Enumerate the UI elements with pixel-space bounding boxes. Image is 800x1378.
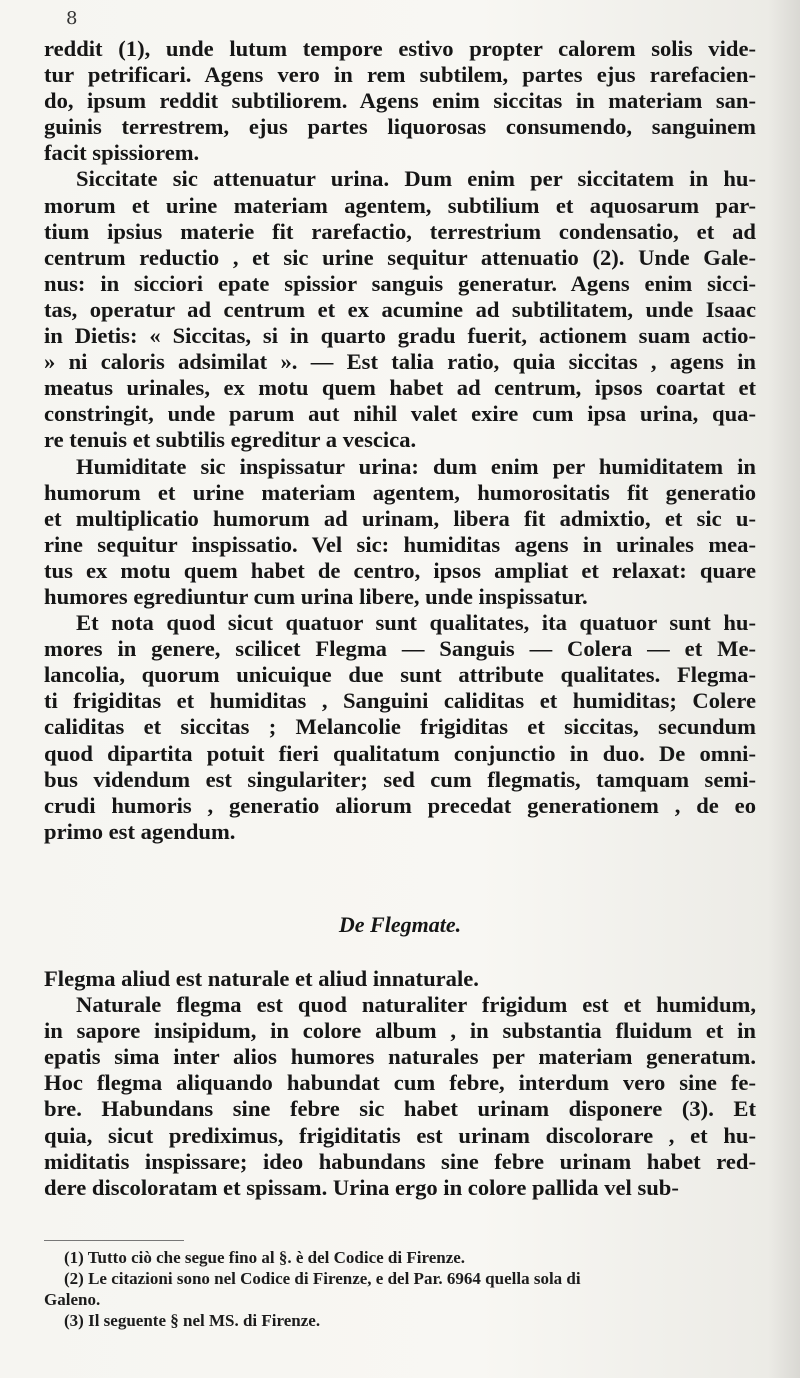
footnote-divider bbox=[44, 1240, 184, 1241]
text-line: Hoc flegma aliquando habundat cum febre, interdum vero sine fe- bbox=[44, 1070, 756, 1096]
text-line: reddit (1), unde lutum tempore estivo propter calorem solis vide- bbox=[44, 36, 756, 61]
text-line: crudi humoris , generatio aliorum precedat generationem , de eo bbox=[44, 792, 756, 818]
text-line: Naturale flegma est quod naturaliter frigidum est et humidum, bbox=[76, 992, 756, 1018]
text-line: primo est agendum. bbox=[44, 818, 236, 844]
footnote bbox=[44, 1247, 756, 1268]
text-line: Humiditate sic inspissatur urina: dum enim per humiditatem in bbox=[76, 453, 756, 479]
text-line: tas, operatur ad centrum et ex acumine ad subtilitatem, unde Isaac bbox=[44, 296, 756, 322]
text-line: Flegma aliud est naturale et aliud innaturale. bbox=[44, 966, 479, 991]
text-line: quod dipartita potuit fieri qualitatum conjunctio in duo. De omni- bbox=[44, 740, 756, 766]
text-line: miditatis inspissare; ideo habundans sine febre urinam habet red- bbox=[44, 1148, 756, 1174]
text-line: centrum reductio , et sic urine sequitur attenuatio (2). Unde Gale- bbox=[44, 244, 756, 270]
footnote bbox=[44, 1310, 756, 1331]
text-line: do, ipsum reddit subtiliorem. Agens enim siccitas in materiam san- bbox=[44, 88, 756, 114]
footnote-line: (3) Il seguente § nel MS. di Firenze. bbox=[64, 1311, 321, 1330]
text-line: et multiplicatio humorum ad urinam, libera fit admixtio, et sic u- bbox=[44, 505, 756, 531]
text-line: rine sequitur inspissatio. Vel sic: humiditas agens in urinales mea- bbox=[44, 531, 756, 557]
main-text-top bbox=[44, 36, 756, 845]
text-line: bre. Habundans sine febre sic habet urinam disponere (3). Et bbox=[44, 1096, 756, 1122]
body-paragraph bbox=[44, 966, 756, 992]
text-line: constringit, unde parum aut nihil valet exire cum ipsa urina, qua- bbox=[44, 401, 756, 427]
section-heading: De Flegmate. bbox=[338, 912, 462, 937]
text-line: in sapore insipidum, in colore album , in substantia fluidum et in bbox=[44, 1018, 756, 1044]
text-line: tur petrificari. Agens vero in rem subtilem, partes ejus rarefacien- bbox=[44, 62, 756, 88]
text-line: dere discoloratam et spissam. Urina ergo in colore pallida vel sub- bbox=[44, 1174, 679, 1200]
text-line: re tenuis et subtilis egreditur a vescica. bbox=[44, 427, 417, 453]
text-line: in Dietis: « Siccitas, si in quarto gradu fuerit, actionem suam actio- bbox=[44, 323, 756, 349]
footnote-line: Galeno. bbox=[44, 1290, 101, 1309]
text-line: nus: in sicciori epate spissior sanguis generatur. Agens enim sicci- bbox=[44, 270, 756, 296]
footnote bbox=[44, 1268, 756, 1310]
text-line: guinis terrestrem, ejus partes liquorosas consumendo, sanguinem bbox=[44, 114, 756, 140]
body-paragraph bbox=[44, 454, 756, 611]
text-line: mores in genere, scilicet Flegma — Sanguis — Colera — et Me- bbox=[44, 636, 756, 662]
body-paragraph bbox=[44, 166, 756, 453]
main-text-bottom bbox=[44, 966, 756, 1201]
page-number: 8 bbox=[66, 8, 78, 29]
text-line: humores egrediuntur cum urina libere, unde inspissatur. bbox=[44, 583, 588, 609]
text-line: tium ipsius materie fit rarefactio, terrestrium condensatio, et ad bbox=[44, 218, 756, 244]
text-line: bus videndum est singulariter; sed cum flegmatis, tamquam semi- bbox=[44, 766, 756, 792]
text-line: ti frigiditas et humiditas , Sanguini caliditas et humiditas; Colere bbox=[44, 688, 756, 714]
text-line: lancolia, quorum unicuique due sunt attribute qualitates. Flegma- bbox=[44, 662, 756, 688]
body-paragraph bbox=[44, 992, 756, 1201]
body-paragraph bbox=[44, 610, 756, 845]
footnote-line: (1) Tutto ciò che segue fino al §. è del Codice di Firenze. bbox=[64, 1248, 466, 1267]
footnote-line: (2) Le citazioni sono nel Codice di Firenze, e del Par. 6964 quella sola di bbox=[64, 1269, 581, 1288]
text-line: Siccitate sic attenuatur urina. Dum enim per siccitatem in hu- bbox=[76, 166, 756, 192]
text-line: morum et urine materiam agentem, subtilium et aquosarum par- bbox=[44, 192, 756, 218]
text-line: humorum et urine materiam agentem, humorositatis fit generatio bbox=[44, 479, 756, 505]
footnotes bbox=[44, 1247, 756, 1331]
text-line: meatus urinales, ex motu quem habet ad centrum, ipsos coartat et bbox=[44, 375, 756, 401]
text-line: » ni caloris adsimilat ». — Est talia ratio, quia siccitas , agens in bbox=[44, 349, 756, 375]
text-line: epatis sima inter alios humores naturales per materiam generatum. bbox=[44, 1044, 756, 1070]
text-line: tus ex motu quem habet de centro, ipsos ampliat et relaxat: quare bbox=[44, 557, 756, 583]
text-line: quia, sicut prediximus, frigiditatis est urinam discolorare , et hu- bbox=[44, 1122, 756, 1148]
text-line: Et nota quod sicut quatuor sunt qualitates, ita quatuor sunt hu- bbox=[76, 610, 756, 636]
text-line: caliditas et siccitas ; Melancolie frigiditas et siccitas, secundum bbox=[44, 714, 756, 740]
text-line: facit spissiorem. bbox=[44, 140, 200, 166]
body-paragraph bbox=[44, 36, 756, 166]
